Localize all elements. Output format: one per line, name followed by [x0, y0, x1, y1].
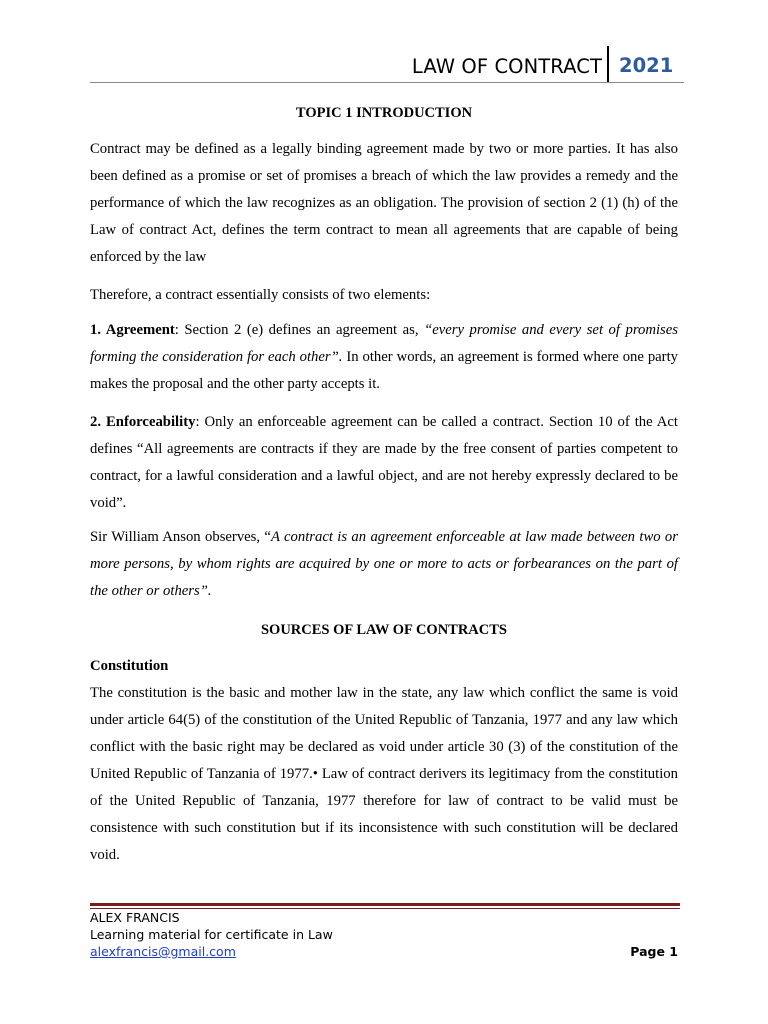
- constitution-heading: Constitution: [90, 658, 169, 674]
- header-title: LAW OF CONTRACT: [411, 55, 602, 78]
- sources-heading: SOURCES OF LAW OF CONTRACTS: [260, 622, 507, 638]
- element-agreement-quote: “every promise and every set of promises forming the consideration for each other”.: [90, 322, 678, 365]
- header-year: 2021: [619, 54, 674, 77]
- intro-paragraph: Contract may be defined as a legally binding agreement made by two or more parties. It has also been defined as a promise or set of promises a breach of which the law provides a remedy and the performance of which the law recognizes as an obligation. The provision of section 2 (1) (h) of the Law of contract Act, defines the term contract to mean all agreements that are capable of being enforced by the law: [90, 141, 678, 265]
- element-enforceability-text: : Only an enforceable agreement can be called a contract. Section 10 of the Act defines “All agreements are contracts if they are made by the free consent of parties competent to contract, for a lawful consideration and a lawful object, and are not hereby expressly declared to be void”.: [90, 414, 679, 511]
- topic-heading: TOPIC 1 INTRODUCTION: [295, 105, 473, 121]
- footer-rule: [90, 903, 680, 906]
- element-enforceability: [90, 409, 678, 517]
- anson-lead: Sir William Anson observes, “: [90, 529, 271, 545]
- anson-quote: [90, 524, 678, 605]
- footer-subtitle: Learning material for certificate in Law: [90, 927, 333, 942]
- page-number: Page 1: [630, 944, 678, 959]
- header-rule: [90, 82, 684, 83]
- anson-quote-text: A contract is an agreement enforceable at law made between two or more persons, by whom rights are acquired by one or more to acts or forbearances on the part of the other or others”.: [90, 529, 678, 599]
- elements-intro: Therefore, a contract essentially consists of two elements:: [90, 287, 431, 303]
- constitution-paragraph: The constitution is the basic and mother law in the state, any law which conflict the same is void under article 64(5) of the constitution of the United Republic of Tanzania, 1977 and any law which conflict with the basic right may be declared as void under article 30 (3) of the constitution of the United Republic of Tanzania of 1977.• Law of contract derivers its legitimacy from the constitution of the United Republic of Tanzania, 1977 therefore for law of contract to be valid must be consistence with such constitution but if its inconsistence with such constitution will be declared void.: [90, 685, 678, 863]
- element-agreement: [90, 317, 678, 398]
- element-enforceability-label: 2. Enforceability: [90, 414, 196, 430]
- footer-author: ALEX FRANCIS: [90, 910, 180, 925]
- element-agreement-label: 1. Agreement: [90, 322, 175, 338]
- header-divider: [607, 46, 609, 82]
- page-header: [90, 44, 684, 84]
- element-agreement-text: : Section 2 (e) defines an agreement as,: [174, 322, 425, 338]
- footer-email-link[interactable]: alexfrancis@gmail.com: [90, 944, 236, 959]
- footer-rule-thin: [90, 908, 680, 909]
- element-agreement-after: In other words, an agreement is formed where one party makes the proposal and the other party accepts it.: [90, 349, 678, 392]
